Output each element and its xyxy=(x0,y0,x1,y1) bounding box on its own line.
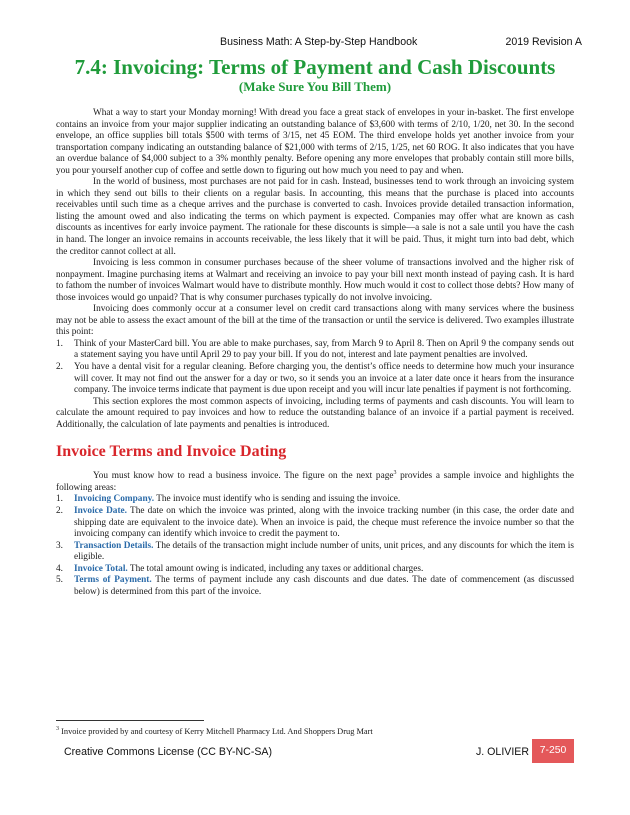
section-intro xyxy=(56,471,574,494)
list-text: The terms of payment include any cash discounts and due dates. The date of commencement (as discussed below) is determined from this part of the invoice. xyxy=(74,575,574,597)
footnote-mark: 3 xyxy=(56,726,59,732)
intro-text: You must know how to read a business invoice. The figure on the next page xyxy=(93,471,394,482)
list-number: 1. xyxy=(56,338,63,349)
footnote-reference: 3 xyxy=(393,470,397,477)
paragraph: In the world of business, most purchases are not paid for in cash. Instead, businesses tend to work through an invoicing system in which they send out bills to their clients on a regular basis. In accounting, this means that the purchase is placed into accounts receivables until such time as a cheque arrives and the purchase is converted to cash. Invoices provide detailed transaction information, listing the amount owed and also indicating the terms on which payment is expected. Companies may offer what are known as cash discounts as incentives for early invoice payment. The rationale for these discounts is simple—a sale is not a sale until you have the cash in hand. The longer an invoice remains in accounts receivable, the less likely that it will be paid. Thus, it might turn into bad debt, which the creditor cannot collect at all. xyxy=(56,177,574,257)
list-number: 2. xyxy=(56,362,63,373)
footnote-text: Invoice provided by and courtesy of Kerry Mitchell Pharmacy Ltd. And Shoppers Drug Mart xyxy=(59,726,373,736)
header-revision: 2019 Revision A xyxy=(505,36,582,48)
document-body xyxy=(56,108,574,598)
footer-author: J. OLIVIER xyxy=(476,746,529,758)
examples-list xyxy=(56,339,574,397)
footnote-divider xyxy=(56,720,204,721)
invoice-areas-list xyxy=(56,494,574,598)
list-text: The details of the transaction might include number of units, unit prices, and any discounts for which the item is eligible. xyxy=(74,540,574,563)
list-item xyxy=(56,541,574,564)
list-term: Invoicing Company. xyxy=(74,494,155,505)
list-text: Think of your MasterCard bill. You are able to make purchases, say, from March 9 to April 8. Then on April 9 the company sends out a statement saying you have until April 29 to pay your bill. If you do not, interest and late payment penalties are involved. xyxy=(74,338,574,361)
list-item xyxy=(56,575,574,598)
list-term: Terms of Payment. xyxy=(74,575,152,586)
intro-text: provides a sample invoice and highlights the following areas: xyxy=(56,471,574,493)
paragraph: Invoicing does commonly occur at a consumer level on credit card transactions along with many services where the business may not be able to assess the exact amount of the bill at the time of the transaction or until the service is delivered. Two examples illustrate this point: xyxy=(56,304,574,338)
list-item xyxy=(56,494,574,506)
list-number: 3. xyxy=(56,540,63,551)
paragraph: This section explores the most common aspects of invoicing, including terms of payments and cash discounts. You will learn to calculate the amount required to pay invoices and how to reduce the outstanding balance of an invoice if a partial payment is received. Additionally, the calculation of late payments and penalties is introduced. xyxy=(56,396,574,430)
list-term: Invoice Date. xyxy=(74,505,128,516)
footnote xyxy=(56,726,576,736)
section-subtitle: (Make Sure You Bill Them) xyxy=(238,79,392,94)
section-heading: Invoice Terms and Invoice Dating xyxy=(56,443,287,461)
list-text: You have a dental visit for a regular cleaning. Before charging you, the dentist’s office needs to determine how much your insurance will cover. It may not find out the answer for a day or two, so it sends you an invoice at a later date once it hears from the insurance company. The invoice terms indicate that payment is due upon receipt and you will incur late penalties if payment is not forthcoming. xyxy=(74,362,574,396)
list-item xyxy=(56,362,574,397)
list-text: The total amount owing is indicated, including any taxes or additional charges. xyxy=(127,563,424,574)
list-item xyxy=(56,339,574,362)
section-title: 7.4: Invoicing: Terms of Payment and Cash Discounts xyxy=(74,55,556,79)
header-book-title: Business Math: A Step-by-Step Handbook xyxy=(220,36,418,48)
list-item xyxy=(56,506,574,541)
list-number: 5. xyxy=(56,575,63,586)
list-text: The invoice must identify who is sending and issuing the invoice. xyxy=(154,494,401,505)
list-number: 2. xyxy=(56,505,63,516)
list-item xyxy=(56,564,574,576)
paragraph: Invoicing is less common in consumer purchases because of the sheer volume of transactions involved and the higher risk of nonpayment. Imagine purchasing items at Walmart and receiving an invoice to pay your bill next month instead of paying cash. It is hard to fathom the number of invoices Walmart would have to distribute monthly. How much would it cost to collect those debts? How many of those invoices would go unpaid? That is why consumer purchases typically do not involve invoicing. xyxy=(56,258,574,303)
list-number: 1. xyxy=(56,494,63,505)
list-text: The date on which the invoice was printed, along with the invoice tracking number (in this case, the order date and shipping date are equivalent to the invoice date). When an invoice is paid, the cheque must reference the invoice number so that the invoicing company can identify which invoice to credit the payment to. xyxy=(74,505,574,540)
paragraph: What a way to start your Monday morning! With dread you face a great stack of envelopes in your in-basket. The first envelope contains an invoice from your major supplier indicating an outstanding balance of $3,600 with terms of 2/10, 1/20, net 30. In the second envelope, an office supplies bill totals $500 with terms of 3/15, net 45 EOM. The third envelope holds yet another invoice from your transportation company indicating an outstanding balance of $21,000 with terms of 2/15, 1/25, net 60 ROG. It also indicates that you have an overdue balance of $4,000 subject to a 3% monthly penalty. Before opening any more envelopes that probably contain still more bills, you pour yourself another cup of coffee and settle down to figuring out how much you need to pay and when. xyxy=(56,108,574,176)
footer-license: Creative Commons License (CC BY-NC-SA) xyxy=(64,746,273,758)
page-number-badge: 7-250 xyxy=(532,739,574,763)
list-term: Transaction Details. xyxy=(74,540,154,551)
list-number: 4. xyxy=(56,563,63,574)
list-term: Invoice Total. xyxy=(74,563,128,574)
